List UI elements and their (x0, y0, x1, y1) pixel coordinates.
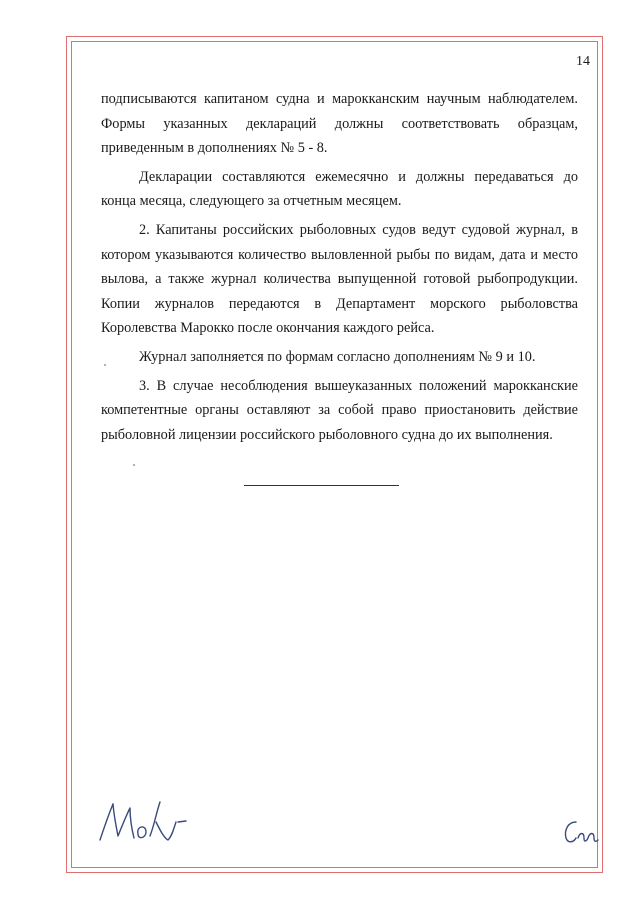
paragraph-noncompliance: 3. В случае несоблюдения вышеуказанных положений марокканские компетентные органы оставляют за собой право приостановить действие рыболовной лицензии российского рыболовного судна до их выполнения. (101, 377, 578, 443)
initials-signature-right (562, 816, 602, 848)
paragraph-logbook: 2. Капитаны российских рыболовных судов ведут судовой журнал, в котором указываются количество выловленной рыбы по видам, дата и место вылова, а также журнал количества выпущенной готовой рыбопродукции. Копии журналов передаются в Департамент морского рыболовства Королевства Марокко после окончания каждого рейса. (101, 221, 578, 337)
paragraph-declarations: Декларации составляются ежемесячно и должны передаваться до конца месяца, следующего за отчетным месяцем. (101, 168, 578, 210)
scan-speck (133, 464, 135, 466)
scan-speck (104, 364, 106, 366)
closing-rule (244, 485, 399, 486)
body-text (101, 87, 578, 447)
paragraph-continuation: подписываются капитаном судна и марокканским научным наблюдателем. Формы указанных деклараций должны соответствовать образцам, приведенным в дополнениях № 5 - 8. (101, 91, 578, 157)
page-number: 14 (576, 54, 590, 69)
initials-signature-left (94, 796, 190, 848)
paragraph-journal-forms: Журнал заполняется по формам согласно дополнениям № 9 и 10. (139, 348, 536, 365)
